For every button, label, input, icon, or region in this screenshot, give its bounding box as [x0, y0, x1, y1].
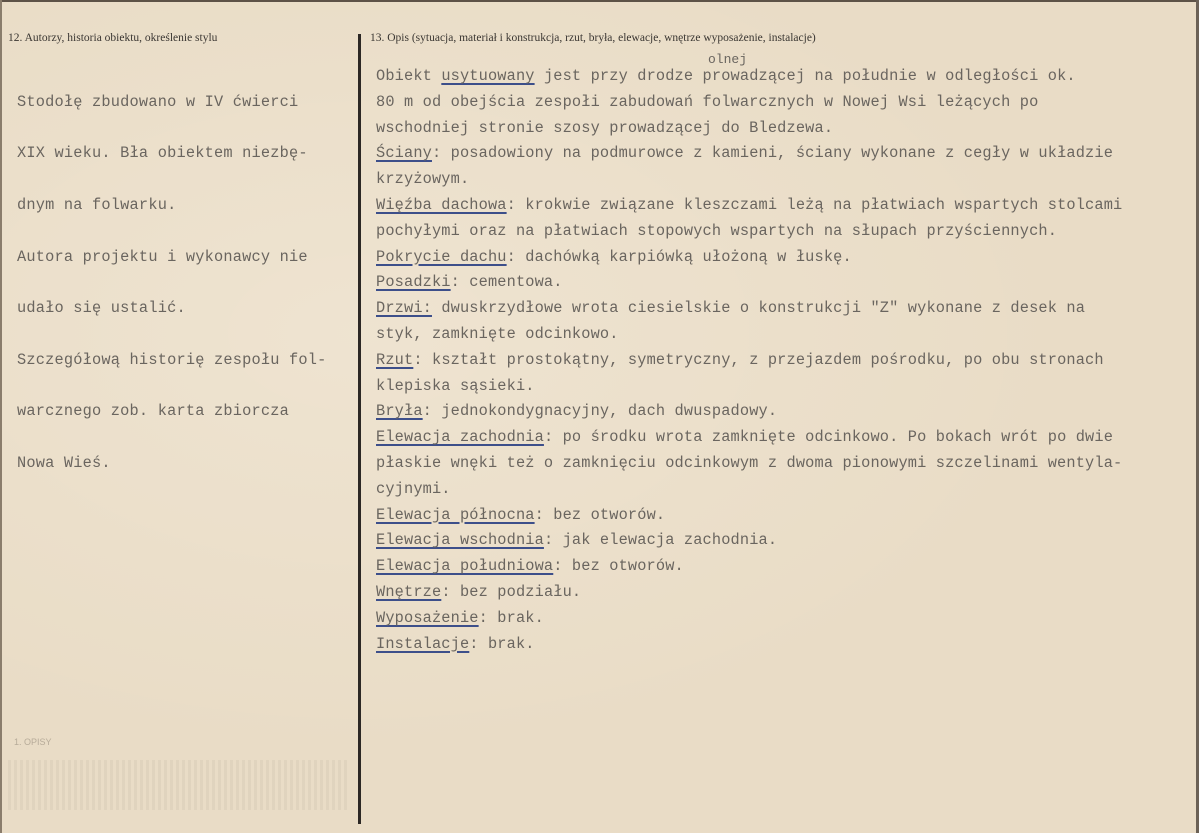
description-text: jest przy drodze prowadzącej na południe w odległości ok. — [534, 67, 1076, 85]
description-line — [376, 270, 1191, 296]
underlined-heading: Pokrycie dachu — [376, 247, 507, 266]
left-line: XIX wieku. Bła obiektem niezbę- — [17, 144, 308, 163]
underlined-heading: Instalacje — [376, 634, 470, 653]
description-text: : brak. — [478, 608, 544, 627]
description-text: styk, zamknięte odcinkowo. — [376, 324, 619, 343]
description-text: : bez podziału. — [441, 582, 582, 601]
description-line — [376, 374, 1191, 400]
left-line: Stodołę zbudowano w IV ćwierci — [17, 92, 299, 111]
left-line: Autora projektu i wykonawcy nie — [17, 247, 308, 266]
description-line — [376, 399, 1191, 425]
description-text: : po środku wrota zamknięte odcinkowo. Po bokach wrót po dwie — [543, 428, 1114, 447]
description-line — [376, 219, 1191, 245]
underlined-heading: usytuowany — [441, 67, 535, 85]
underlined-heading: Elewacja wschodnia — [376, 531, 544, 550]
underlined-heading: Ściany — [376, 144, 432, 163]
description-text: : jak elewacja zachodnia. — [543, 531, 778, 550]
section-13-header: 13. Opis (sytuacja, materiał i konstrukcja, rzut, bryła, elewacje, wnętrze wyposażenie, instalacje) — [370, 32, 816, 44]
underlined-heading: Wyposażenie — [376, 608, 479, 627]
underlined-heading: Elewacja zachodnia — [376, 428, 544, 447]
left-line: warcznego zob. karta zbiorcza — [17, 402, 290, 421]
underlined-heading: Wnętrze — [376, 582, 442, 601]
description-text: : posadowiony na podmurowce z kamieni, ściany wykonane z cegły w układzie — [431, 144, 1114, 163]
underlined-heading: Drzwi: — [376, 299, 432, 318]
left-line: Nowa Wieś. — [17, 453, 111, 472]
description-text: pochyłymi oraz na płatwiach stopowych wspartych na słupach przyściennych. — [376, 221, 1058, 240]
description-text: dwuskrzydłowe wrota ciesielskie o konstrukcji "Z" wykonane z desek na — [431, 299, 1086, 318]
top-border-line — [0, 0, 1199, 2]
description-line — [376, 477, 1191, 503]
description-text: : cementowa. — [450, 273, 563, 292]
description-line — [376, 90, 1191, 116]
description-line — [376, 322, 1191, 348]
description-line — [376, 193, 1191, 219]
description-text: płaskie wnęki też o zamknięciu odcinkowym z dwoma pionowymi szczelinami wentyla- — [376, 453, 1123, 472]
description-text: : bez otworów. — [534, 505, 666, 524]
section-12-header: 12. Autorzy, historia obiektu, określenie stylu — [8, 32, 218, 44]
description-line — [376, 451, 1191, 477]
description-line — [376, 606, 1191, 632]
description-line — [376, 64, 1191, 90]
underlined-heading: Więźba dachowa — [376, 195, 507, 214]
faded-bleed-through — [8, 760, 348, 810]
column-divider — [358, 34, 361, 824]
section-13-text — [376, 64, 1191, 657]
description-text: klepiska sąsieki. — [376, 376, 535, 395]
left-line: dnym na folwarku. — [17, 195, 177, 214]
description-line — [376, 528, 1191, 554]
left-line: Szczegółową historię zespołu fol- — [17, 350, 327, 369]
description-text: wschodniej stronie szosy prowadzącej do Bledzewa. — [376, 118, 834, 137]
description-text: cyjnymi. — [376, 479, 451, 498]
section-12-text — [17, 64, 347, 503]
left-line: udało się ustalić. — [17, 299, 186, 318]
description-text: Obiekt — [376, 67, 442, 85]
underlined-heading: Elewacja północna — [376, 505, 535, 524]
left-border-line — [0, 0, 2, 833]
description-text: 80 m od obejścia zespołi zabudowań folwarcznych w Nowej Wsi leżących po — [376, 92, 1039, 111]
underlined-heading: Elewacja południowa — [376, 557, 554, 576]
description-line — [376, 141, 1191, 167]
description-text: : bez otworów. — [553, 557, 684, 576]
description-line — [376, 296, 1191, 322]
underlined-heading: Posadzki — [376, 273, 451, 292]
description-line — [376, 245, 1191, 271]
description-text: : kształt prostokątny, symetryczny, z przejazdem pośrodku, po obu stronach — [413, 350, 1104, 369]
description-line — [376, 580, 1191, 606]
underlined-heading: Rzut — [376, 350, 414, 369]
description-line — [376, 167, 1191, 193]
overstrike-annotation: olnej — [708, 52, 748, 67]
description-line — [376, 503, 1191, 529]
description-line — [376, 348, 1191, 374]
description-text: : jednokondygnacyjny, dach dwuspadowy. — [422, 402, 778, 421]
description-line — [376, 632, 1191, 658]
description-text: krzyżowym. — [376, 170, 470, 189]
underlined-heading: Bryła — [376, 402, 423, 421]
description-line — [376, 425, 1191, 451]
description-text: : dachówką karpiówką ułożoną w łuskę. — [506, 247, 852, 266]
footer-faded-label: 1. OPISY — [14, 737, 52, 747]
description-line — [376, 554, 1191, 580]
description-text: : krokwie związane kleszczami leżą na płatwiach wspartych stolcami — [506, 195, 1123, 214]
description-line — [376, 116, 1191, 142]
description-text: : brak. — [469, 634, 535, 653]
